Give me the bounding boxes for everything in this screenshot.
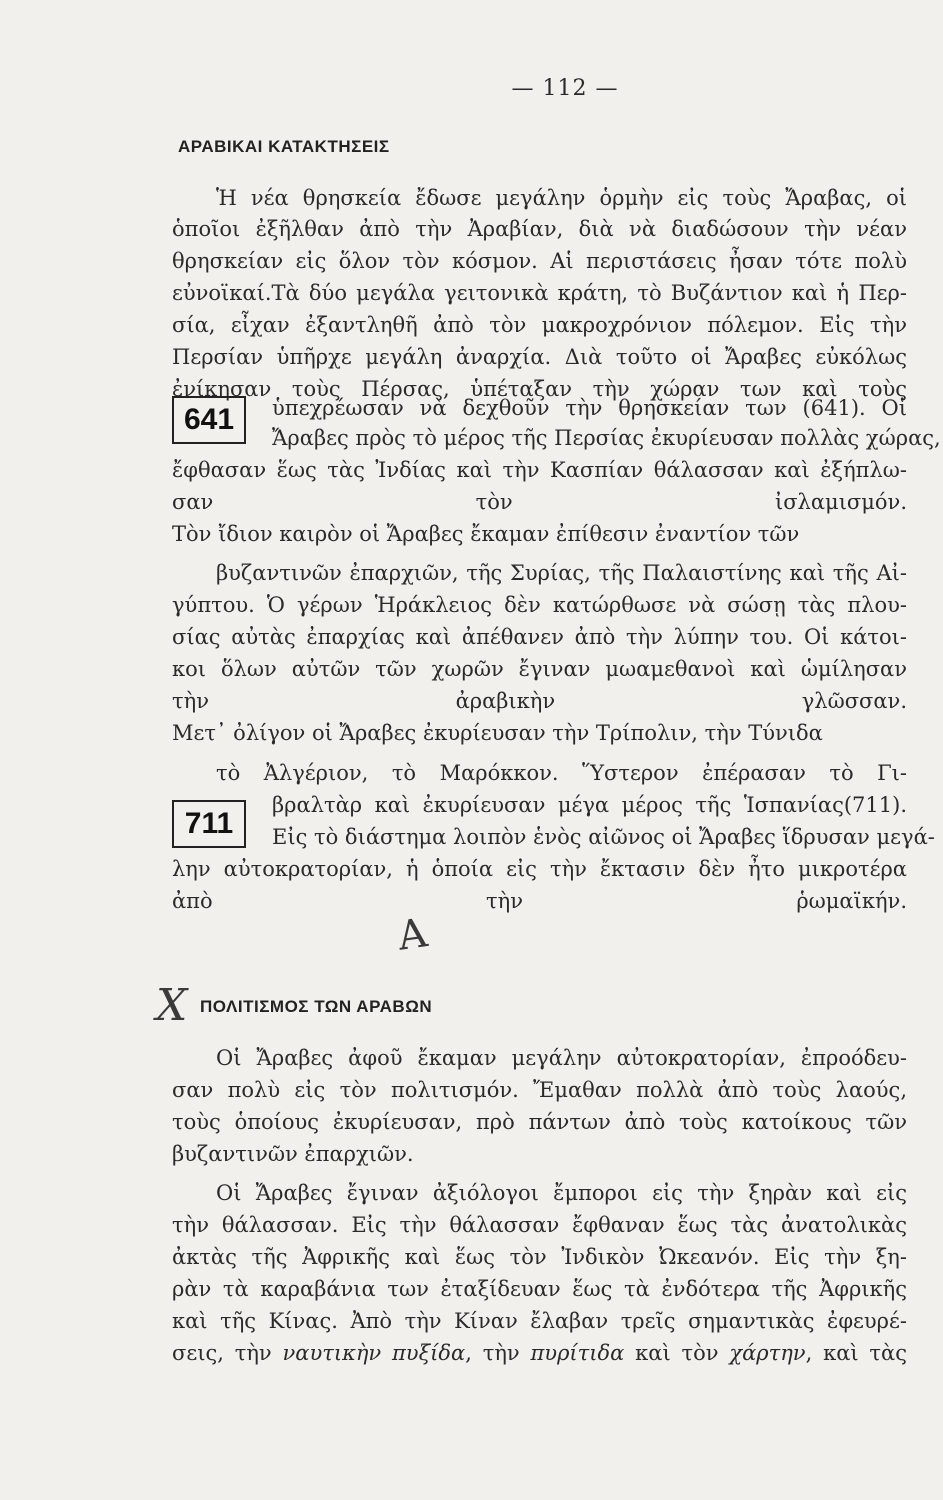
- text-line: τὴν θάλασσαν. Εἰς τὴν θάλασσαν ἔφθαναν ἕως τὰς ἀνατολικὰς: [172, 1213, 907, 1237]
- text-line: τὴν ἀραβικὴν γλῶσσαν.: [172, 689, 907, 713]
- italic-term: χάρτην: [729, 1341, 806, 1365]
- text-run: , τὴν: [465, 1341, 531, 1365]
- section-heading-arab-conquests: ΑΡΑΒΙΚΑΙ ΚΑΤΑΚΤΗΣΕΙΣ: [178, 137, 390, 156]
- text-line: καὶ τῆς Κίνας. Ἀπὸ τὴν Κίναν ἔλαβαν τρεῖς σημαντικὰς ἐφευρέ-: [172, 1309, 907, 1333]
- side-year-box: 641: [172, 396, 246, 444]
- handwritten-mark: Α: [394, 910, 430, 960]
- italic-term: ναυτικὴν πυξίδα: [282, 1341, 466, 1365]
- text-line: Ἡ νέα θρησκεία ἔδωσε μεγάλην ὁρμὴν εἰς τοὺς Ἄραβας, οἱ: [216, 186, 907, 210]
- text-line: ἀπὸ τὴν ῥωμαϊκήν.: [172, 889, 907, 913]
- text-line: Μετ᾽ ὀλίγον οἱ Ἄραβες ἐκυρίευσαν τὴν Τρίπολιν, τὴν Τύνιδα: [172, 721, 823, 745]
- handwritten-mark: Χ: [156, 980, 188, 1031]
- italic-term: πυρίτιδα: [530, 1341, 625, 1365]
- text-line: τοὺς ὁποίους ἐκυρίευσαν, πρὸ πάντων ἀπὸ τοὺς κατοίκους τῶν: [172, 1110, 907, 1134]
- text-run: σεις, τὴν: [172, 1341, 283, 1365]
- page-number: — 112 —: [511, 76, 619, 101]
- text-line: ἀκτὰς τῆς Ἀφρικῆς καὶ ἕως τὸν Ἰνδικὸν Ὠκεανόν. Εἰς τὴν ξη-: [172, 1245, 907, 1269]
- text-line: σίας αὐτὰς ἐπαρχίας καὶ ἀπέθανεν ἀπὸ τὴν λύπην του. Οἱ κάτοι-: [172, 625, 907, 649]
- text-line: εὐνοϊκαί.Τὰ δύο μεγάλα γειτονικὰ κράτη, τὸ Βυζάντιον καὶ ἡ Περ-: [172, 281, 907, 305]
- text-line: ὑπεχρέωσαν νὰ δεχθοῦν τὴν θρησκείαν των (641). Οἱ: [272, 396, 907, 420]
- text-line: Οἱ Ἄραβες ἀφοῦ ἔκαμαν μεγάλην αὐτοκρατορίαν, ἐπροόδευ-: [216, 1046, 907, 1070]
- text-line: βυζαντινῶν ἐπαρχιῶν, τῆς Συρίας, τῆς Παλαιστίνης καὶ τῆς Αἰ-: [216, 561, 907, 585]
- text-line: ἔφθασαν ἕως τὰς Ἰνδίας καὶ τὴν Κασπίαν θάλασσαν καὶ ἐξήπλω-: [172, 458, 907, 482]
- text-line: Εἰς τὸ διάστημα λοιπὸν ἑνὸς αἰῶνος οἱ Ἄραβες ἵδρυσαν μεγά-: [272, 825, 935, 849]
- text-line: σαν πολὺ εἰς τὸν πολιτισμόν. Ἔμαθαν πολλὰ ἀπὸ τοὺς λαούς,: [172, 1078, 907, 1102]
- text-line: βυζαντινῶν ἐπαρχιῶν.: [172, 1142, 414, 1166]
- side-year-box: 711: [172, 800, 246, 848]
- text-line: κοι ὅλων αὐτῶν τῶν χωρῶν ἔγιναν μωαμεθανοὶ καὶ ὡμίλησαν: [172, 657, 907, 681]
- text-line: θρησκείαν εἰς ὅλον τὸν κόσμον. Αἱ περιστάσεις ἦσαν τότε πολὺ: [172, 249, 907, 273]
- text-line: λην αὐτοκρατορίαν, ἡ ὁποία εἰς τὴν ἔκτασιν δὲν ἦτο μικροτέρα: [172, 857, 907, 881]
- text-line: σία, εἶχαν ἐξαντληθῆ ἀπὸ τὸν μακροχρόνιον πόλεμον. Εἰς τὴν: [172, 313, 907, 337]
- section-heading-arab-civilization: ΠΟΛΙΤΙΣΜΟΣ ΤΩΝ ΑΡΑΒΩΝ: [200, 997, 433, 1016]
- text-line: ὁποῖοι ἐξῆλθαν ἀπὸ τὴν Ἀραβίαν, διὰ νὰ διαδώσουν τὴν νέαν: [172, 217, 907, 241]
- text-line: Περσίαν ὑπῆρχε μεγάλη ἀναρχία. Διὰ τοῦτο οἱ Ἄραβες εὐκόλως: [172, 345, 907, 369]
- text-run: καὶ τὸν: [624, 1341, 730, 1365]
- text-run: , καὶ τὰς: [805, 1341, 907, 1365]
- text-line: Τὸν ἴδιον καιρὸν οἱ Ἄραβες ἔκαμαν ἐπίθεσιν ἐναντίον τῶν: [172, 522, 800, 546]
- text-line: βραλτὰρ καὶ ἐκυρίευσαν μέγα μέρος τῆς Ἱσπανίας(711).: [272, 793, 907, 817]
- text-line: σαν τὸν ἰσλαμισμόν.: [172, 490, 907, 514]
- text-line-mixed: [172, 1338, 907, 1368]
- text-line: γύπτου. Ὁ γέρων Ἡράκλειος δὲν κατώρθωσε νὰ σώσῃ τὰς πλου-: [172, 593, 907, 617]
- text-line: ρὰν τὰ καραβάνια των ἐταξίδευαν ἕως τὰ ἐνδότερα τῆς Ἀφρικῆς: [172, 1277, 907, 1301]
- text-line: Ἄραβες πρὸς τὸ μέρος τῆς Περσίας ἐκυρίευσαν πολλὰς χώρας,: [272, 426, 941, 450]
- text-line: ἐνίκησαν τοὺς Πέρσας, ὑπέταξαν τὴν χώραν των καὶ τοὺς: [172, 377, 907, 401]
- text-line: τὸ Ἀλγέριον, τὸ Μαρόκκον. Ὕστερον ἐπέρασαν τὸ Γι-: [216, 761, 907, 785]
- text-line: Οἱ Ἄραβες ἔγιναν ἀξιόλογοι ἔμποροι εἰς τὴν ξηρὰν καὶ εἰς: [216, 1181, 907, 1205]
